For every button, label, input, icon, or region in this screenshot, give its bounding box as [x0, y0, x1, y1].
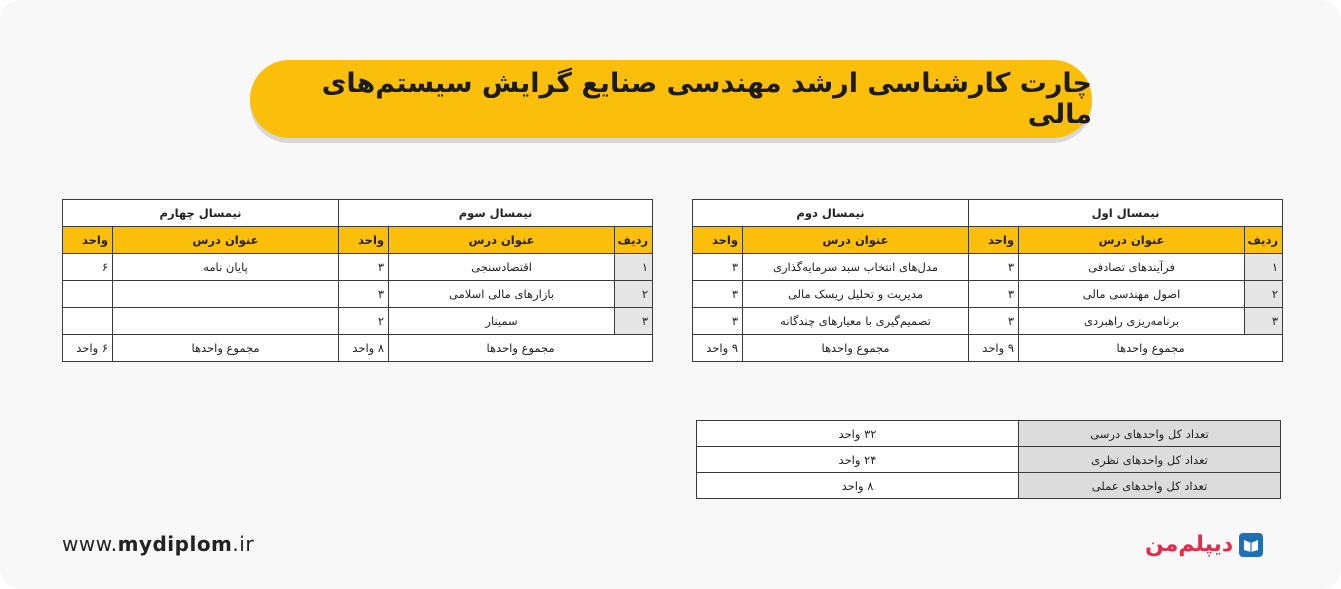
table-row: [693, 254, 1283, 281]
site-suffix: .ir: [232, 532, 255, 556]
course-title: اصول مهندسی مالی: [1019, 281, 1245, 308]
row-number: ۲: [1245, 281, 1283, 308]
course-title: [113, 308, 339, 335]
total-row: [693, 335, 1283, 362]
summary-label: تعداد کل واحدهای عملی: [1019, 473, 1281, 499]
logo-text: دیپلم‌من: [1145, 532, 1234, 557]
course-unit: ۳: [339, 281, 389, 308]
course-unit: ۳: [693, 281, 743, 308]
total-label: مجموع واحدها: [389, 335, 653, 362]
course-title: اقتصادسنجی: [389, 254, 615, 281]
title-banner: [250, 60, 1092, 138]
semester-4-total: ۶ واحد: [63, 335, 113, 362]
site-name: mydiplom: [117, 532, 233, 556]
course-unit: ۳: [693, 308, 743, 335]
course-unit: [63, 281, 113, 308]
site-prefix: www.: [62, 532, 118, 556]
total-label: مجموع واحدها: [1019, 335, 1283, 362]
row-number: ۱: [615, 254, 653, 281]
course-unit: ۳: [969, 308, 1019, 335]
semester-3-heading: نیمسال سوم: [339, 200, 653, 227]
table-row: [63, 254, 653, 281]
summary-row: [697, 421, 1281, 447]
course-title-header: عنوان درس: [1019, 227, 1245, 254]
total-label: مجموع واحدها: [743, 335, 969, 362]
row-number: ۲: [615, 281, 653, 308]
course-unit: ۶: [63, 254, 113, 281]
course-title: مدیریت و تحلیل ریسک مالی: [743, 281, 969, 308]
course-title-header: عنوان درس: [113, 227, 339, 254]
summary-label: تعداد کل واحدهای نظری: [1019, 447, 1281, 473]
summary-label: تعداد کل واحدهای درسی: [1019, 421, 1281, 447]
course-title-header: عنوان درس: [743, 227, 969, 254]
semester-4-heading: نیمسال چهارم: [63, 200, 339, 227]
row-number-header: ردیف: [615, 227, 653, 254]
unit-header: واحد: [339, 227, 389, 254]
semester-3-total: ۸ واحد: [339, 335, 389, 362]
book-icon: [1239, 533, 1263, 557]
course-title: فرآیندهای تصادفی: [1019, 254, 1245, 281]
unit-header: واحد: [63, 227, 113, 254]
course-title-header: عنوان درس: [389, 227, 615, 254]
table-row: [63, 308, 653, 335]
course-title: برنامه‌ریزی راهبردی: [1019, 308, 1245, 335]
semester-1-total: ۹ واحد: [969, 335, 1019, 362]
course-unit: ۲: [339, 308, 389, 335]
course-title: بازارهای مالی اسلامی: [389, 281, 615, 308]
units-summary-table: [696, 420, 1281, 499]
row-number: ۱: [1245, 254, 1283, 281]
summary-row: [697, 473, 1281, 499]
total-row: [63, 335, 653, 362]
course-title: [113, 281, 339, 308]
summary-row: [697, 447, 1281, 473]
course-title: مدل‌های انتخاب سبد سرمایه‌گذاری: [743, 254, 969, 281]
summary-value: ۳۲ واحد: [697, 421, 1019, 447]
summary-value: ۸ واحد: [697, 473, 1019, 499]
page-title: چارت کارشناسی ارشد مهندسی صنایع گرایش سیستم‌های مالی: [321, 68, 1092, 130]
brand-logo[interactable]: [1145, 532, 1263, 557]
summary-value: ۲۴ واحد: [697, 447, 1019, 473]
table-row: [63, 281, 653, 308]
row-number: ۳: [1245, 308, 1283, 335]
course-unit: ۳: [969, 254, 1019, 281]
semester-1-heading: نیمسال اول: [969, 200, 1283, 227]
total-label: مجموع واحدها: [113, 335, 339, 362]
semester-1-2-table: [692, 199, 1283, 362]
semester-2-total: ۹ واحد: [693, 335, 743, 362]
course-title: تصمیم‌گیری با معیارهای چندگانه: [743, 308, 969, 335]
website-url[interactable]: [62, 532, 254, 556]
course-unit: ۳: [969, 281, 1019, 308]
unit-header: واحد: [693, 227, 743, 254]
table-row: [693, 281, 1283, 308]
semester-2-heading: نیمسال دوم: [693, 200, 969, 227]
course-title: سمینار: [389, 308, 615, 335]
course-unit: ۳: [693, 254, 743, 281]
row-number-header: ردیف: [1245, 227, 1283, 254]
course-unit: [63, 308, 113, 335]
course-unit: ۳: [339, 254, 389, 281]
unit-header: واحد: [969, 227, 1019, 254]
semester-3-4-table: [62, 199, 653, 362]
row-number: ۳: [615, 308, 653, 335]
table-row: [693, 308, 1283, 335]
course-title: پایان نامه: [113, 254, 339, 281]
